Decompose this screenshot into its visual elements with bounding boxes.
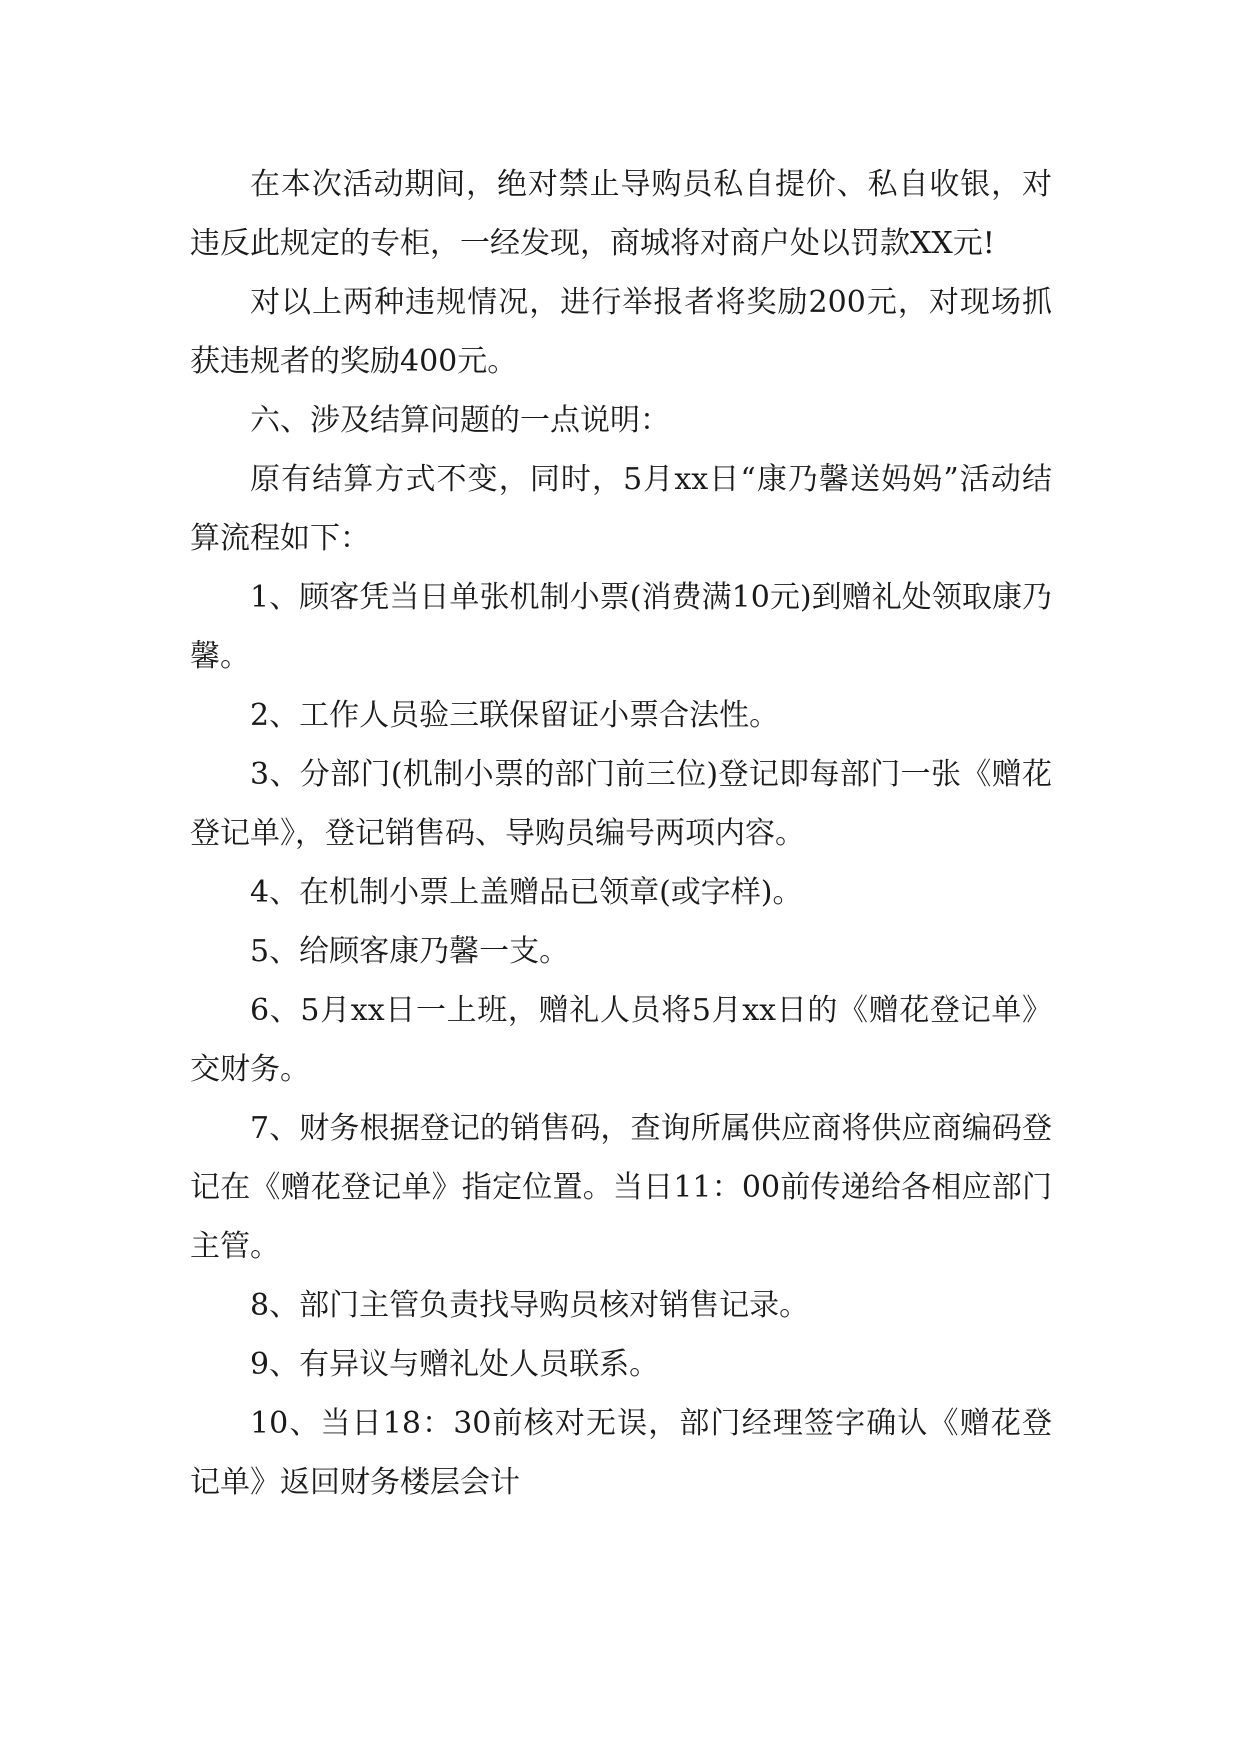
list-item-step-8: 8、部门主管负责找导购员核对销售记录。: [250, 1288, 810, 1323]
document-body: [190, 155, 1052, 1512]
list-item-step-1: 1、顾客凭当日单张机制小票(消费满10元)到赠礼处领取康乃馨。: [190, 580, 1052, 674]
list-item-step-5: 5、给顾客康乃馨一支。: [250, 934, 570, 969]
list-item-step-9: 9、有异议与赠礼处人员联系。: [250, 1347, 660, 1382]
list-item-step-7: 7、财务根据登记的销售码，查询所属供应商将供应商编码登记在《赠花登记单》指定位置。当日11：00前传递给各相应部门主管。: [190, 1111, 1052, 1264]
list-item-step-2: 2、工作人员验三联保留证小票合法性。: [250, 698, 780, 733]
list-item-step-4: 4、在机制小票上盖赠品已领章(或字样)。: [250, 875, 803, 910]
paragraph-reward: 对以上两种违规情况，进行举报者将奖励200元，对现场抓获违规者的奖励400元。: [190, 285, 1052, 379]
list-item-step-3: 3、分部门(机制小票的部门前三位)登记即每部门一张《赠花登记单》，登记销售码、导购员编号两项内容。: [190, 757, 1052, 851]
paragraph-violation-rule: 在本次活动期间，绝对禁止导购员私自提价、私自收银，对违反此规定的专柜，一经发现，商城将对商户处以罚款XX元!: [190, 167, 1052, 261]
list-item-step-6: 6、5月xx日一上班，赠礼人员将5月xx日的《赠花登记单》交财务。: [190, 993, 1052, 1087]
list-item-step-10: 10、当日18：30前核对无误，部门经理签字确认《赠花登记单》返回财务楼层会计: [190, 1406, 1052, 1500]
section-heading-settlement: 六、涉及结算问题的一点说明：: [250, 403, 670, 438]
paragraph-settlement-intro: 原有结算方式不变，同时，5月xx日“康乃馨送妈妈”活动结算流程如下：: [190, 462, 1052, 556]
